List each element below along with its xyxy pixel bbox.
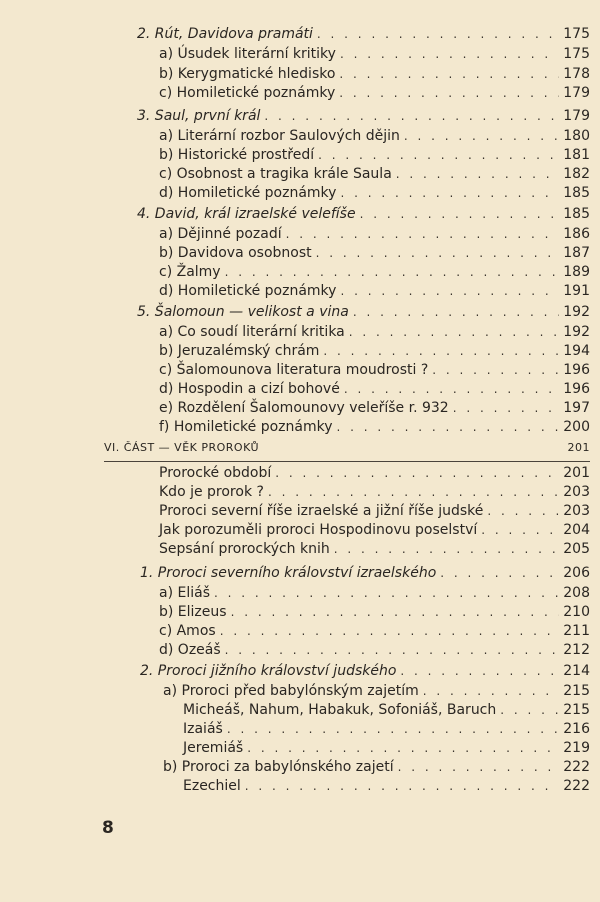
toc-section-heading	[137, 304, 590, 324]
toc-entry	[159, 324, 590, 344]
toc-page-number: 216	[563, 721, 590, 737]
leader-dots	[340, 47, 559, 61]
toc-entry-label: Proroci severní říše izraelské a jižní říše judské	[159, 503, 484, 519]
toc-page-number: 203	[563, 484, 590, 500]
leader-dots	[225, 643, 560, 657]
toc-entry	[159, 245, 590, 265]
toc-page-number: 222	[563, 778, 590, 794]
toc-entry	[159, 147, 590, 167]
toc-page-number: 212	[563, 642, 590, 658]
leader-dots	[404, 129, 559, 143]
toc-entry-label: d) Ozeáš	[159, 642, 221, 658]
toc-entry-label: c) Homiletické poznámky	[159, 85, 336, 101]
toc-entry	[159, 226, 590, 246]
toc-entry-label: f) Homiletické poznámky	[159, 419, 333, 435]
toc-page-number: 185	[563, 185, 590, 201]
leader-dots	[400, 664, 559, 678]
toc-entry-label: c) Žalmy	[159, 264, 221, 280]
toc-entry	[159, 642, 590, 662]
toc-entry	[159, 85, 590, 105]
toc-page-number: 194	[563, 343, 590, 359]
toc-entry-label: b) Historické prostředí	[159, 147, 315, 163]
toc-page-number: 186	[563, 226, 590, 242]
leader-dots	[487, 504, 559, 518]
leader-dots	[453, 401, 560, 415]
toc-entry-label: d) Homiletické poznámky	[159, 185, 337, 201]
toc-entry	[183, 702, 590, 722]
toc-entry	[159, 400, 590, 420]
leader-dots	[339, 86, 559, 100]
toc-page-number: 192	[563, 304, 590, 320]
toc-entry-label: c) Osobnost a tragika krále Saula	[159, 166, 392, 182]
toc-section-title: 5. Šalomoun — velikost a vina	[137, 304, 349, 320]
toc-section-title: 2. Rút, Davidova pramáti	[137, 26, 313, 42]
leader-dots	[318, 148, 559, 162]
toc-entry	[159, 419, 590, 439]
toc-entry	[159, 465, 590, 485]
toc-entry	[159, 46, 590, 66]
toc-entry-label: Jeremiáš	[183, 740, 244, 756]
toc-page-number: 208	[563, 585, 590, 601]
toc-entry	[159, 585, 590, 605]
leader-dots	[317, 27, 559, 41]
toc-entry-label: a) Proroci před babylónským zajetím	[163, 683, 419, 699]
toc-entry	[159, 185, 590, 205]
toc-entry-label: b) Kerygmatické hledisko	[159, 66, 336, 82]
leader-dots	[353, 305, 559, 319]
toc-page-number: 196	[563, 362, 590, 378]
leader-dots	[220, 624, 560, 638]
toc-entry-label: a) Co soudí literární kritika	[159, 324, 345, 340]
toc-entry-label: c) Amos	[159, 623, 216, 639]
leader-dots	[334, 542, 560, 556]
toc-page-number: 175	[563, 26, 590, 42]
toc-page-number: 211	[563, 623, 590, 639]
toc-entry	[159, 522, 590, 542]
leader-dots	[316, 246, 560, 260]
toc-entry-label: b) Davidova osobnost	[159, 245, 312, 261]
toc-entry	[183, 778, 590, 798]
toc-section-heading	[140, 663, 590, 683]
leader-dots	[214, 586, 559, 600]
toc-entry-label: b) Jeruzalémský chrám	[159, 343, 320, 359]
toc-page-number: 196	[563, 381, 590, 397]
leader-dots	[286, 227, 560, 241]
toc-section-title: 3. Saul, první král	[137, 108, 261, 124]
toc-page-number: 203	[563, 503, 590, 519]
toc-page-number: 179	[563, 85, 590, 101]
toc-entry-label: e) Rozdělení Šalomounovy veleříše r. 932	[159, 400, 449, 416]
toc-entry	[159, 362, 590, 382]
part-title: VI. ČÁST — VĚK PROROKŮ	[104, 441, 260, 454]
toc-entry-label: b) Elizeus	[159, 604, 227, 620]
leader-dots	[227, 722, 559, 736]
leader-dots	[337, 420, 560, 434]
toc-page-number: 180	[563, 128, 590, 144]
leader-dots	[423, 684, 560, 698]
leader-dots	[432, 363, 559, 377]
toc-section-heading	[137, 26, 590, 46]
part-page-number: 201	[567, 441, 590, 454]
toc-entry-label: d) Hospodin a cizí bohové	[159, 381, 340, 397]
toc-entry-label: Kdo je prorok ?	[159, 484, 264, 500]
toc-page-number: 187	[563, 245, 590, 261]
toc-entry	[159, 541, 590, 561]
leader-dots	[264, 109, 559, 123]
toc-entry	[183, 740, 590, 760]
leader-dots	[481, 523, 559, 537]
toc-page-number: 215	[563, 683, 590, 699]
toc-entry-label: Izaiáš	[183, 721, 223, 737]
toc-section-heading	[137, 206, 590, 226]
toc-page-number: 214	[563, 663, 590, 679]
toc-page-number: 222	[563, 759, 590, 775]
leader-dots	[396, 167, 559, 181]
leader-dots	[275, 466, 559, 480]
toc-entry-label: d) Homiletické poznámky	[159, 283, 337, 299]
toc-page-number: 197	[563, 400, 590, 416]
toc-entry	[159, 166, 590, 186]
leader-dots	[268, 485, 559, 499]
toc-page-number: 200	[563, 419, 590, 435]
toc-entry	[159, 623, 590, 643]
toc-page-number: 178	[563, 66, 590, 82]
toc-entry-label: Jak porozuměli proroci Hospodinovu poselství	[159, 522, 478, 538]
toc-entry	[183, 721, 590, 741]
toc-section-title: 4. David, král izraelské velefíše	[137, 206, 356, 222]
part-heading	[104, 441, 590, 454]
toc-page-number: 191	[563, 283, 590, 299]
toc-entry	[159, 128, 590, 148]
toc-entry-label: a) Dějinné pozadí	[159, 226, 282, 242]
page-number-footer: 8	[102, 818, 114, 838]
toc-page-number: 181	[563, 147, 590, 163]
toc-entry	[159, 264, 590, 284]
toc-entry	[163, 683, 590, 703]
toc-entry	[159, 381, 590, 401]
leader-dots	[225, 265, 560, 279]
toc-page-number: 185	[563, 206, 590, 222]
toc-page-number: 182	[563, 166, 590, 182]
leader-dots	[349, 325, 560, 339]
toc-page-number: 210	[563, 604, 590, 620]
toc-entry-label: a) Úsudek literární kritiky	[159, 46, 336, 62]
toc-entry-label: Sepsání prorockých knih	[159, 541, 330, 557]
toc-entry	[163, 759, 590, 779]
toc-entry-label: a) Eliáš	[159, 585, 210, 601]
toc-entry-label: Ezechiel	[183, 778, 241, 794]
leader-dots	[360, 207, 560, 221]
toc-page-number: 201	[563, 465, 590, 481]
leader-dots	[398, 760, 560, 774]
toc-section-title: 1. Proroci severního království izraelského	[140, 565, 437, 581]
toc-page-number: 205	[563, 541, 590, 557]
toc-entry-label: b) Proroci za babylónského zajetí	[163, 759, 394, 775]
toc-page-number: 192	[563, 324, 590, 340]
leader-dots	[340, 186, 559, 200]
toc-entry-label: Micheáš, Nahum, Habakuk, Sofoniáš, Baruch	[183, 702, 497, 718]
toc-page-number: 219	[563, 740, 590, 756]
toc-entry-label: c) Šalomounova literatura moudrosti ?	[159, 362, 429, 378]
leader-dots	[323, 344, 559, 358]
leader-dots	[231, 605, 560, 619]
leader-dots	[339, 67, 559, 81]
toc-entry-label: a) Literární rozbor Saulových dějin	[159, 128, 400, 144]
leader-dots	[440, 566, 559, 580]
toc-entry	[159, 66, 590, 86]
toc-page-number: 204	[563, 522, 590, 538]
leader-dots	[245, 779, 559, 793]
toc-entry	[159, 503, 590, 523]
toc-entry	[159, 484, 590, 504]
leader-dots	[344, 382, 559, 396]
toc-section-heading	[137, 108, 590, 128]
toc-page-number: 179	[563, 108, 590, 124]
toc-entry-label: Prorocké období	[159, 465, 272, 481]
toc-entry	[159, 283, 590, 303]
toc-page-number: 206	[563, 565, 590, 581]
part-divider	[104, 461, 590, 462]
toc-page-number: 215	[563, 702, 590, 718]
toc-entry	[159, 604, 590, 624]
leader-dots	[500, 703, 559, 717]
toc-section-title: 2. Proroci jižního království judského	[140, 663, 397, 679]
toc-page-number: 189	[563, 264, 590, 280]
toc-entry	[159, 343, 590, 363]
leader-dots	[340, 284, 559, 298]
leader-dots	[247, 741, 559, 755]
toc-page-number: 175	[563, 46, 590, 62]
toc-section-heading	[140, 565, 590, 585]
